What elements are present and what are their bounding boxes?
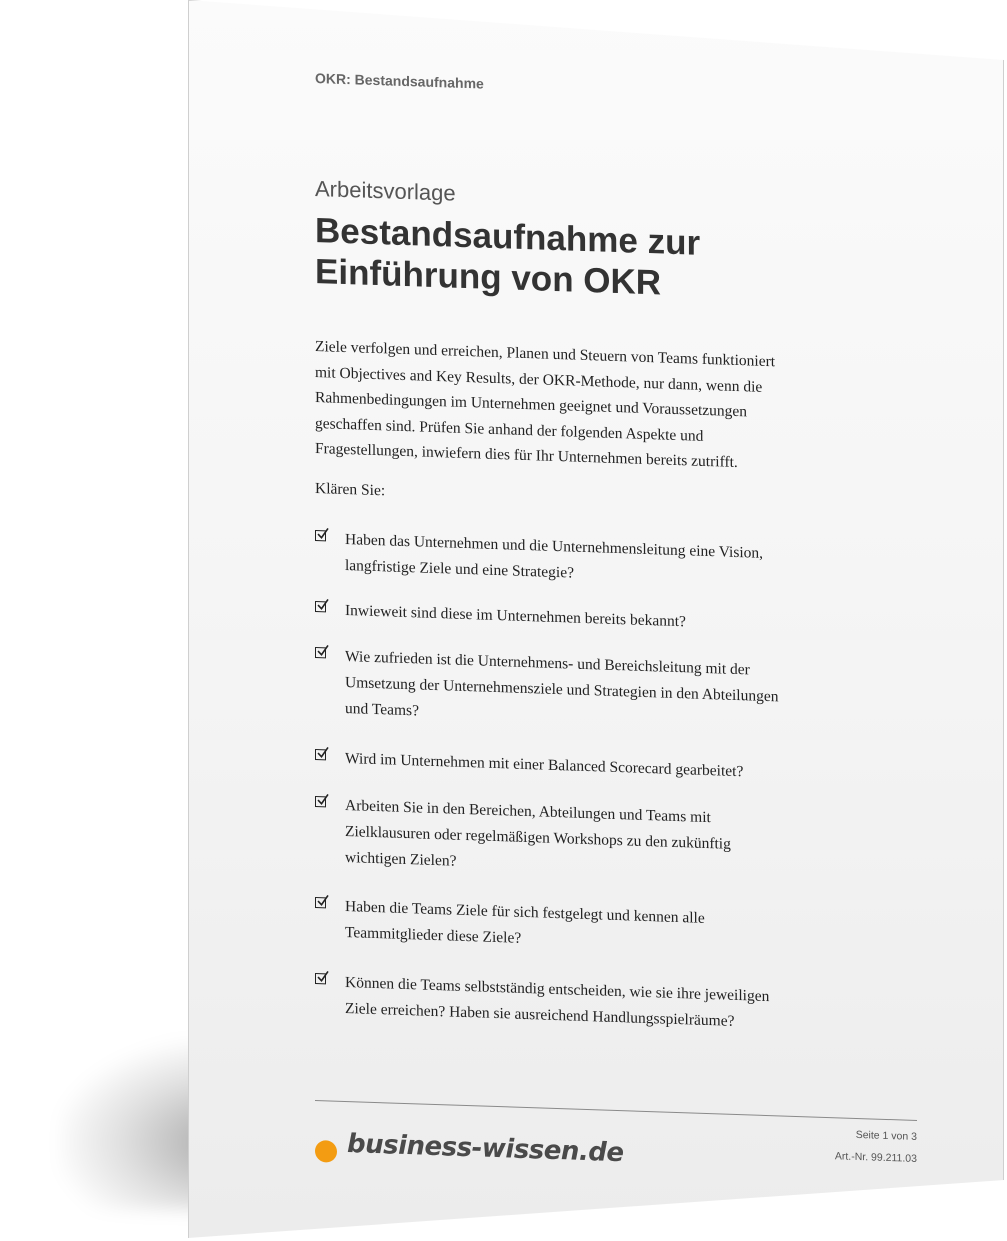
page-number: Seite 1 von 3 xyxy=(855,1128,917,1143)
checklist-item-text: Haben das Unternehmen und die Unternehmensleitung eine Vision, langfristige Ziele und eine Strategie? xyxy=(345,530,764,582)
checklist-item-text: Arbeiten Sie in den Bereichen, Abteilungen und Teams mit Zielklausuren oder regelmäßigen Workshops zu den zukünftig wichtigen Zielen? xyxy=(345,796,731,870)
checked-box-icon xyxy=(315,796,326,807)
document-kicker: Arbeitsvorlage xyxy=(315,176,456,206)
article-number: Art.-Nr. 99.211.03 xyxy=(834,1150,917,1165)
checklist-item xyxy=(315,597,785,631)
running-header: OKR: Bestandsaufnahme xyxy=(315,70,484,92)
checklist-item-text: Können die Teams selbstständig entscheiden, wie sie ihre jeweiligen Ziele erreichen? Haben sie ausreichend Handlungsspielräume? xyxy=(345,973,770,1030)
checklist-lead: Klären Sie: xyxy=(315,480,386,500)
checklist-item-text: Haben die Teams Ziele für sich festgelegt und kennen alle Teammitglieder diese Ziele? xyxy=(345,897,705,947)
document-title-line-2: Einführung von OKR xyxy=(315,252,662,303)
checklist-item xyxy=(315,893,785,947)
intro-paragraph: Ziele verfolgen und erreichen, Planen und Steuern von Teams funktioniert mit Objectives and Key Results, der OKR-Methode, nur dann, wenn die Rahmenbedingungen im Unternehmen geeignet und Voraussetzungen geschaffen sind. Prüfen Sie anhand der folgenden Aspekte und Fragestellungen, inwiefern dies für Ihr Unternehmen bereits zutrifft. xyxy=(315,338,776,472)
checked-box-icon xyxy=(315,647,326,658)
document-title xyxy=(315,210,835,309)
checked-box-icon xyxy=(315,749,326,760)
brand-dot-icon xyxy=(315,1140,337,1163)
checklist-item xyxy=(315,643,785,720)
checklist-item-text: Inwieweit sind diese im Unternehmen bereits bekannt? xyxy=(345,601,686,631)
checklist-item xyxy=(315,745,785,781)
checked-box-icon xyxy=(315,530,326,541)
document-title-line-1: Bestandsaufnahme zur xyxy=(315,211,701,263)
checked-box-icon xyxy=(315,973,326,984)
brand-name: business-wissen.de xyxy=(347,1129,624,1169)
checklist-item xyxy=(315,526,785,582)
checklist-item-text: Wie zufrieden ist die Unternehmens- und Bereichsleitung mit der Umsetzung der Unternehmensziele und Strategien in den Abteilungen und Teams? xyxy=(345,647,779,720)
checklist-item xyxy=(315,792,785,870)
checklist-item xyxy=(315,969,785,1030)
checklist-item-text: Wird im Unternehmen mit einer Balanced Scorecard gearbeitet? xyxy=(345,749,744,781)
checked-box-icon xyxy=(315,897,326,908)
checked-box-icon xyxy=(315,601,326,612)
footer-divider xyxy=(315,1100,917,1121)
